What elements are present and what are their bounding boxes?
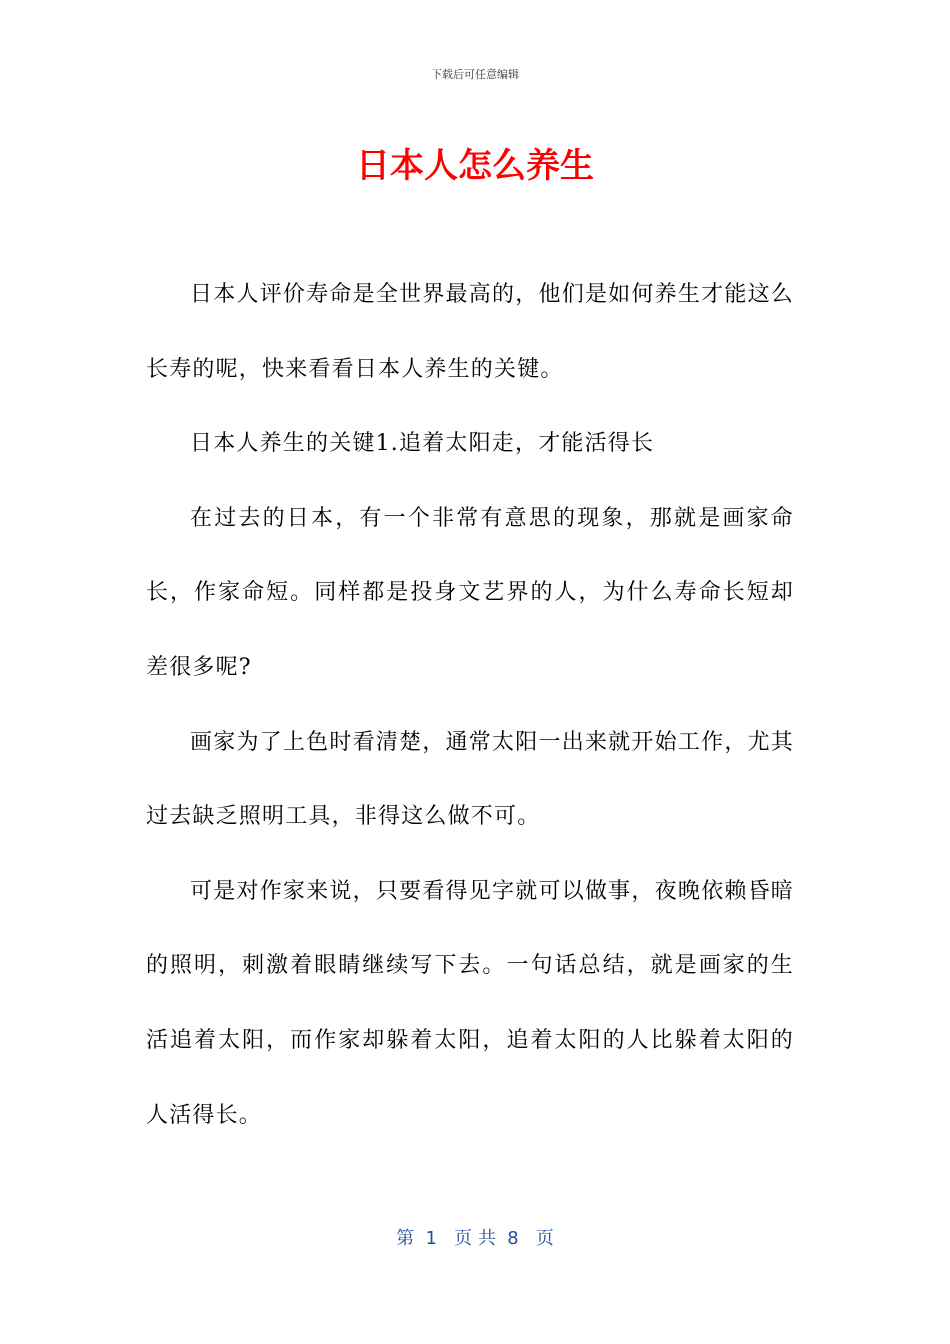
- page-header-note: 下载后可任意编辑: [431, 68, 519, 81]
- paragraph-intro: 日本人评价寿命是全世界最高的，他们是如何养生才能这么长寿的呢，快来看看日本人养生的关键。: [146, 282, 794, 382]
- paragraph-heading-1: 日本人养生的关键1.追着太阳走，才能活得长: [190, 431, 655, 457]
- page-number-footer: 第 1 页 共 8 页: [396, 1228, 554, 1249]
- paragraph-writer: 可是对作家来说，只要看得见字就可以做事，夜晚依赖昏暗的照明，刺激着眼睛继续写下去。一句话总结，就是画家的生活追着太阳，而作家却躲着太阳，追着太阳的人比躲着太阳的人活得长。: [146, 878, 794, 1128]
- document-body: [146, 258, 794, 1153]
- document-title: 日本人怎么养生: [356, 146, 594, 186]
- paragraph-painter-writer: 在过去的日本，有一个非常有意思的现象，那就是画家命长，作家命短。同样都是投身文艺界的人，为什么寿命长短却差很多呢?: [146, 505, 794, 680]
- paragraph-painter: 画家为了上色时看清楚，通常太阳一出来就开始工作，尤其过去缺乏照明工具，非得这么做不可。: [146, 729, 794, 830]
